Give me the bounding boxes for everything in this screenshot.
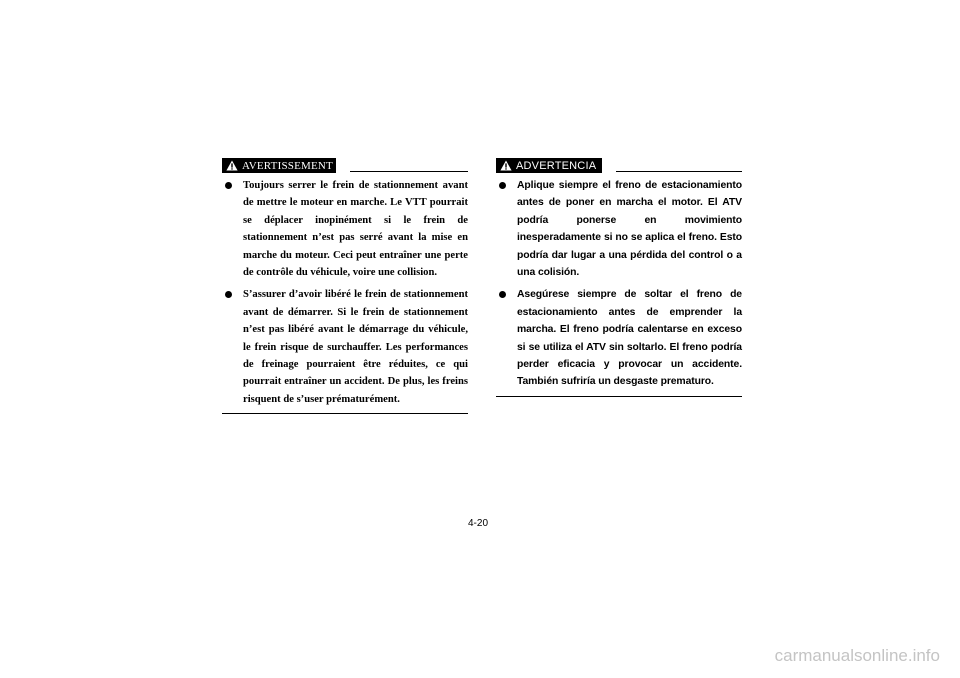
french-warning-list [222, 177, 468, 408]
french-warning-label [222, 158, 336, 173]
bullet-icon [499, 182, 506, 189]
list-item [496, 177, 742, 281]
french-end-rule [222, 413, 468, 414]
french-warning-label-text: AVERTISSEMENT [242, 159, 333, 172]
page-number: 4-20 [468, 518, 489, 529]
spanish-warning-label [496, 158, 602, 173]
warning-triangle-icon [500, 160, 512, 171]
spanish-warning-section [496, 158, 742, 397]
spanish-warning-list [496, 177, 742, 391]
list-item [496, 286, 742, 390]
spanish-warning-header [496, 158, 742, 173]
bullet-icon [225, 291, 232, 298]
spanish-header-rule [616, 171, 742, 172]
bullet-icon [499, 291, 506, 298]
spanish-item-text: Asegúrese siempre de soltar el freno de estacionamiento antes de emprender la marcha. El freno podría calentarse en exceso si se utiliza el ATV sin soltarlo. El freno podría perder eficacia y provocar un accidente. También sufriría un desgaste prematuro. [517, 289, 742, 388]
watermark-text: carmanualsonline.info [774, 646, 940, 665]
spanish-end-rule [496, 396, 742, 397]
spanish-warning-label-text: ADVERTENCIA [516, 159, 597, 172]
warning-triangle-icon [226, 160, 238, 171]
french-item-text: S’assurer d’avoir libéré le frein de stationnement avant de démarrer. Si le frein de stationnement n’est pas libéré avant le démarrage du véhicule, le frein risque de surchauffer. Les performances de freinage pourraient être réduites, ce qui pourrait entraîner un accident. De plus, les freins risquent de s’user prématurément. [243, 289, 468, 405]
spanish-item-text: Aplique siempre el freno de estacionamiento antes de poner en marcha el motor. El ATV podría ponerse en movimiento inesperadamente si no se aplica el freno. Esto podría dar lugar a una pérdida del control o a una colisión. [517, 180, 742, 279]
bullet-icon [225, 182, 232, 189]
list-item [222, 177, 468, 281]
french-warning-header [222, 158, 468, 173]
list-item [222, 286, 468, 408]
french-item-text: Toujours serrer le frein de stationnement avant de mettre le moteur en marche. Le VTT pourrait se déplacer inopinément si le frein de stationnement n’est pas serré avant la mise en marche du moteur. Ceci peut entraîner une perte de contrôle du véhicule, voire une collision. [243, 180, 468, 279]
french-warning-section [222, 158, 468, 414]
french-header-rule [350, 171, 468, 172]
